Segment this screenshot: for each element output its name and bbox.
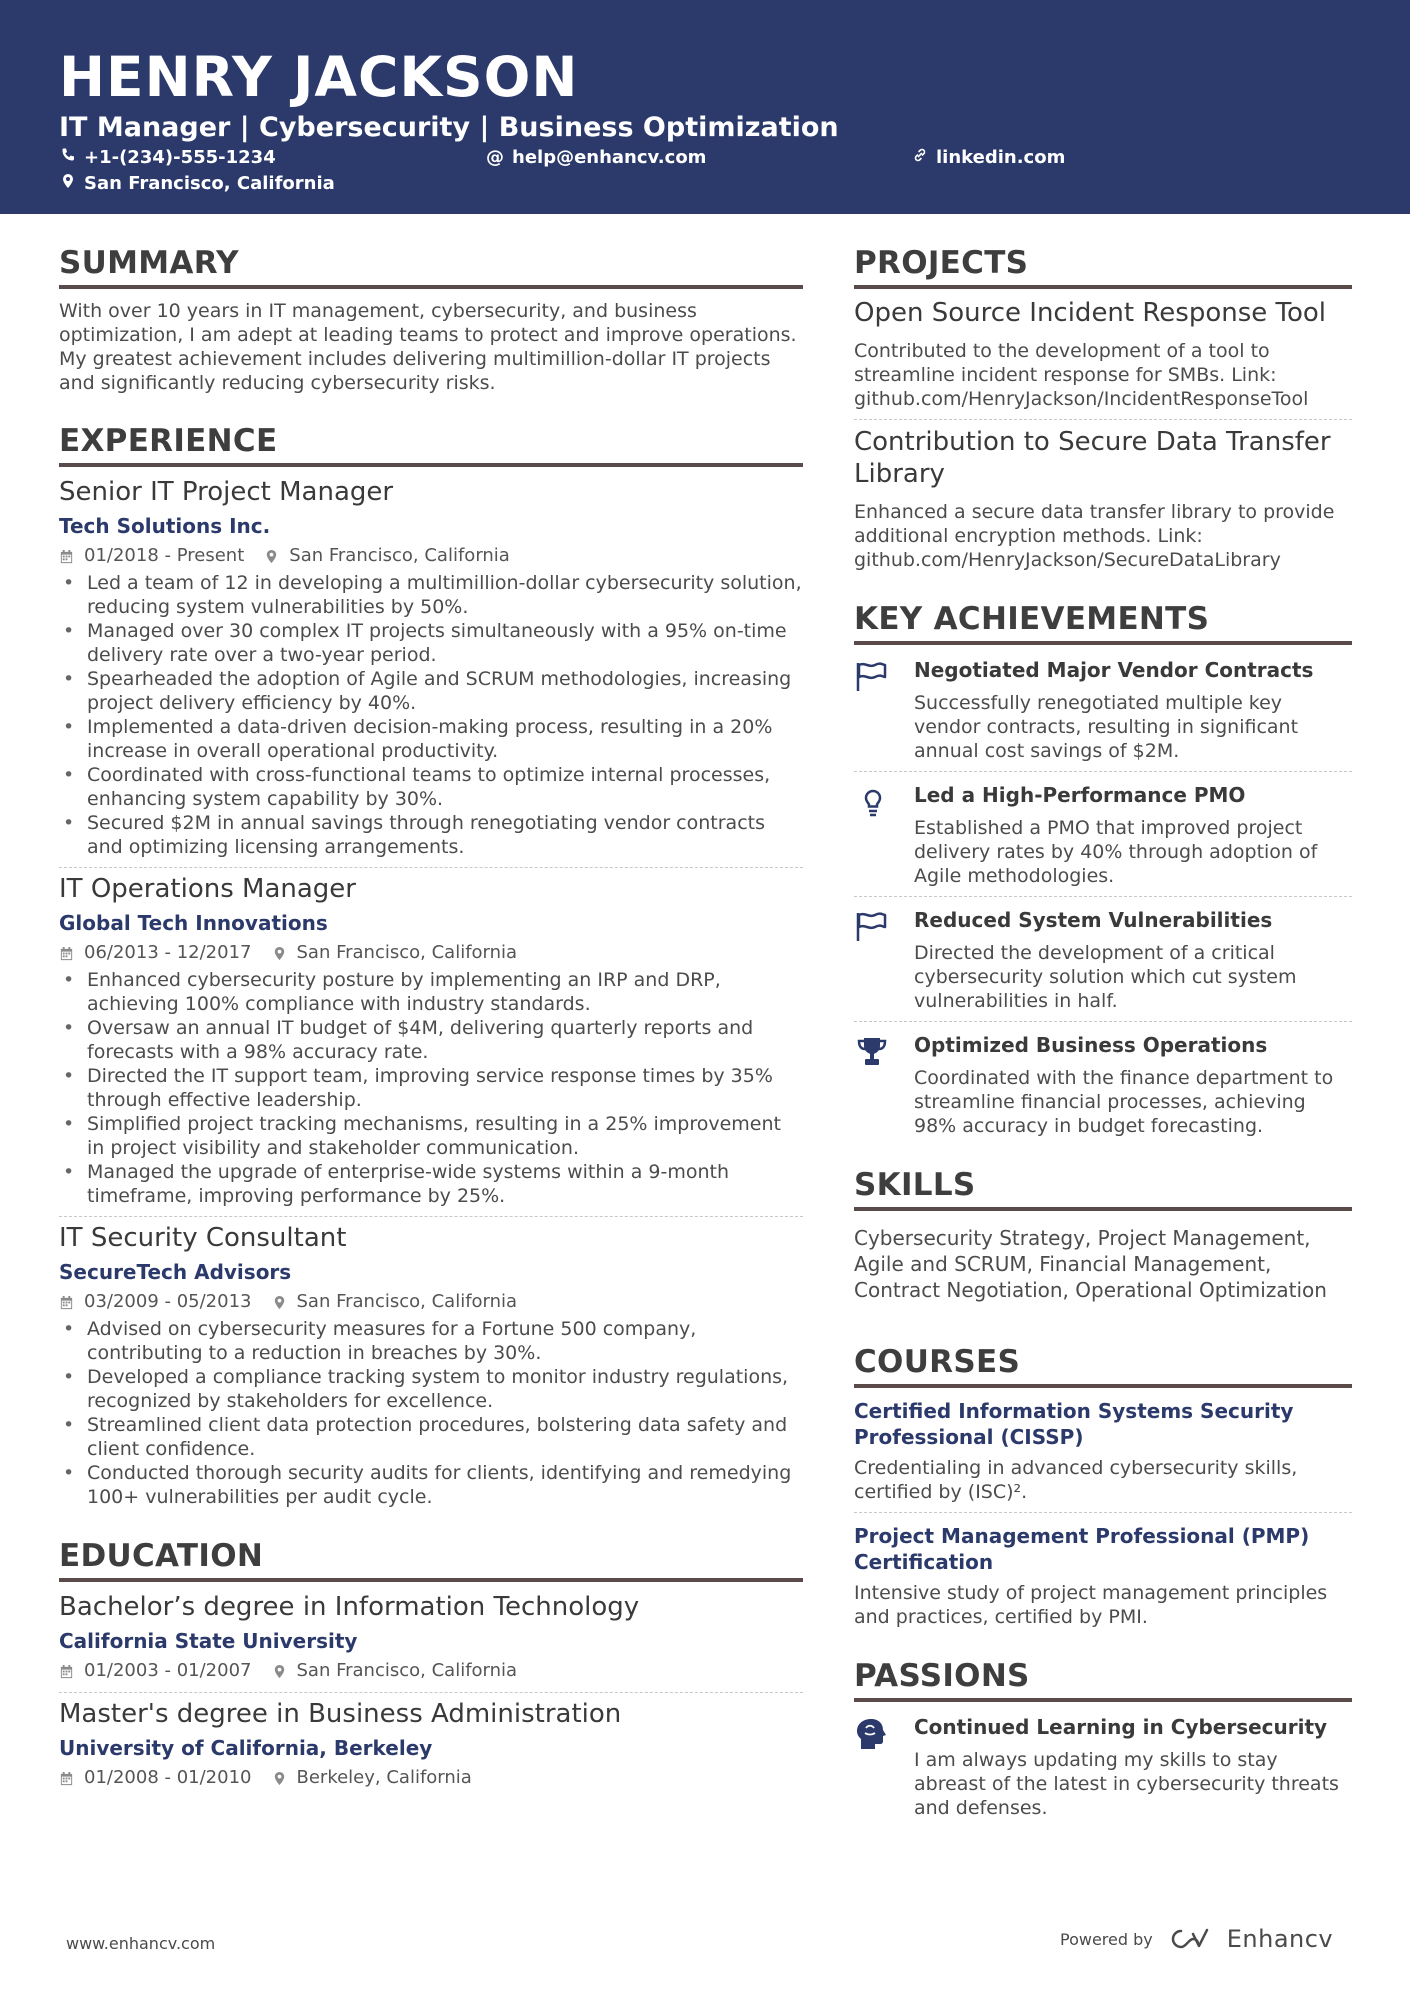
candidate-name: HENRY JACKSON — [59, 45, 579, 109]
experience-entry — [59, 872, 803, 1208]
job-meta — [59, 942, 803, 964]
education-school: University of California, Berkeley — [59, 1736, 433, 1760]
bullet-item: • Implemented a data-driven decision-making process, resulting in a 20% increase in overall operational productivity. — [59, 715, 803, 763]
bullet-item: • Coordinated with cross-functional teams to optimize internal processes, enhancing system capability by 30%. — [59, 763, 803, 811]
job-dates: 03/2009 - 05/2013 — [84, 1291, 252, 1312]
entry-divider — [854, 896, 1352, 897]
education-degree: Bachelor’s degree in Information Technology — [59, 1592, 640, 1622]
trophy-icon — [854, 1032, 914, 1138]
bullet-item: • Led a team of 12 in developing a multimillion-dollar cybersecurity solution, reducing system vulnerabilities by 50%. — [59, 571, 803, 619]
section-title: SUMMARY — [59, 244, 803, 289]
achievement-desc: Coordinated with the finance department to streamline financial processes, achieving 98% accuracy in budget forecasting. — [914, 1067, 1334, 1137]
calendar-icon — [59, 549, 74, 564]
achievement-entry — [854, 657, 1352, 763]
calendar-icon — [59, 1295, 74, 1310]
achievement-desc: Directed the development of a critical cybersecurity solution which cut system vulnerabilities in half. — [914, 942, 1297, 1012]
project-title: Contribution to Secure Data Transfer Library — [854, 427, 1331, 489]
footer-website[interactable]: www.enhancv.com — [66, 1934, 216, 1953]
entry-divider — [854, 419, 1352, 420]
map-pin-icon — [272, 1295, 287, 1310]
bullet-item: • Enhanced cybersecurity posture by implementing an IRP and DRP, achieving 100% compliance with industry standards. — [59, 968, 803, 1016]
entry-divider — [854, 1021, 1352, 1022]
bullet-item: • Developed a compliance tracking system to monitor industry regulations, recognized by stakeholders for excellence. — [59, 1365, 803, 1413]
job-bullets — [59, 1317, 803, 1509]
job-company: SecureTech Advisors — [59, 1260, 292, 1284]
entry-divider — [59, 1216, 803, 1217]
education-entry — [59, 1590, 803, 1682]
achievement-title: Reduced System Vulnerabilities — [914, 908, 1273, 932]
course-desc: Credentialing in advanced cybersecurity skills, certified by (ISC)². — [854, 1457, 1298, 1503]
brand-name: Enhancv — [1226, 1925, 1334, 1953]
course-desc: Intensive study of project management principles and practices, certified by PMI. — [854, 1582, 1328, 1628]
section-title: EXPERIENCE — [59, 422, 803, 467]
education-school: California State University — [59, 1629, 358, 1653]
section-title: PASSIONS — [854, 1657, 1352, 1702]
job-dates: 06/2013 - 12/2017 — [84, 942, 252, 963]
section-title: SKILLS — [854, 1166, 1352, 1211]
entry-divider — [59, 1692, 803, 1693]
passion-title: Continued Learning in Cybersecurity — [914, 1715, 1328, 1739]
bullet-item: • Simplified project tracking mechanisms, resulting in a 25% improvement in project visibility and stakeholder communication. — [59, 1112, 803, 1160]
calendar-icon — [59, 1664, 74, 1679]
link-icon — [912, 147, 928, 169]
map-pin-icon — [272, 1664, 287, 1679]
projects-section — [854, 244, 1352, 572]
achievement-title: Negotiated Major Vendor Contracts — [914, 658, 1314, 682]
education-entry — [59, 1697, 803, 1789]
experience-entry — [59, 475, 803, 859]
education-location: San Francisco, California — [296, 1660, 518, 1681]
achievement-desc: Established a PMO that improved project delivery rates by 40% through adoption of Agile methodologies. — [914, 817, 1318, 887]
bullet-item: • Spearheaded the adoption of Agile and SCRUM methodologies, increasing project delivery efficiency by 40%. — [59, 667, 803, 715]
bullet-item: • Secured $2M in annual savings through renegotiating vendor contracts and optimizing licensing arrangements. — [59, 811, 803, 859]
passions-section — [854, 1657, 1352, 1820]
achievements-section — [854, 600, 1352, 1138]
courses-section — [854, 1343, 1352, 1629]
skills-section — [854, 1166, 1352, 1303]
education-section — [59, 1537, 803, 1789]
job-bullets — [59, 968, 803, 1208]
section-title: KEY ACHIEVEMENTS — [854, 600, 1352, 645]
bullet-item: • Advised on cybersecurity measures for a Fortune 500 company, contributing to a reduction in breaches by 30%. — [59, 1317, 803, 1365]
project-desc: Enhanced a secure data transfer library to provide additional encryption methods. Link: github.com/HenryJackson/SecureDataLibrary — [854, 501, 1335, 571]
summary-text: With over 10 years in IT management, cybersecurity, and business optimization, I am adept at leading teams to protect and improve operations. My greatest achievement includes delivering multimillion-dollar IT projects and significantly reducing cybersecurity risks. — [59, 300, 797, 394]
course-title: Certified Information Systems Security Professional (CISSP) — [854, 1399, 1294, 1449]
project-title: Open Source Incident Response Tool — [854, 298, 1327, 328]
job-role: Senior IT Project Manager — [59, 477, 394, 507]
education-location: Berkeley, California — [296, 1767, 472, 1788]
contact-email[interactable]: @ help@enhancv.com — [486, 147, 707, 168]
powered-by-label: Powered by — [1060, 1929, 1153, 1949]
achievement-entry — [854, 907, 1352, 1013]
achievement-title: Led a High-Performance PMO — [914, 783, 1246, 807]
section-title: EDUCATION — [59, 1537, 803, 1582]
bullet-item: • Conducted thorough security audits for clients, identifying and remedying 100+ vulnerabilities per audit cycle. — [59, 1461, 803, 1509]
map-pin-icon — [272, 1771, 287, 1786]
bullet-item: • Managed over 30 complex IT projects simultaneously with a 95% on-time delivery rate over a two-year period. — [59, 619, 803, 667]
job-meta — [59, 545, 803, 567]
summary-section — [59, 244, 803, 395]
flag-icon — [854, 907, 914, 1013]
project-entry — [854, 297, 1352, 411]
experience-section — [59, 422, 803, 1509]
achievement-entry — [854, 782, 1352, 888]
calendar-icon — [59, 1771, 74, 1786]
achievement-entry — [854, 1032, 1352, 1138]
entry-divider — [59, 867, 803, 868]
education-meta — [59, 1767, 803, 1789]
job-role: IT Operations Manager — [59, 874, 356, 904]
job-location: San Francisco, California — [296, 1291, 518, 1312]
footer-branding — [1060, 1925, 1333, 1953]
experience-entry — [59, 1221, 803, 1509]
job-dates: 01/2018 - Present — [84, 545, 245, 566]
phone-icon — [60, 147, 76, 169]
bullet-item: • Streamlined client data protection procedures, bolstering data safety and client confidence. — [59, 1413, 803, 1461]
course-entry — [854, 1523, 1352, 1629]
entry-divider — [854, 1512, 1352, 1513]
education-degree: Master's degree in Business Administration — [59, 1699, 622, 1729]
project-entry — [854, 426, 1352, 572]
calendar-icon — [59, 946, 74, 961]
at-icon: @ — [486, 147, 504, 168]
flag-icon — [854, 657, 914, 763]
resume-header — [0, 0, 1410, 214]
job-location: San Francisco, California — [296, 942, 518, 963]
achievement-desc: Successfully renegotiated multiple key vendor contracts, resulting in significant annual cost savings of $2M. — [914, 692, 1299, 762]
passion-desc: I am always updating my skills to stay abreast of the latest in cybersecurity threats and defenses. — [914, 1749, 1339, 1819]
map-pin-icon — [272, 946, 287, 961]
job-role: IT Security Consultant — [59, 1223, 347, 1253]
project-desc: Contributed to the development of a tool to streamline incident response for SMBs. Link: github.com/HenryJackson/IncidentResponseTool — [854, 340, 1309, 410]
right-column — [854, 244, 1352, 1820]
map-pin-icon — [60, 173, 76, 195]
education-meta — [59, 1660, 803, 1682]
section-title: PROJECTS — [854, 244, 1352, 289]
education-dates: 01/2008 - 01/2010 — [84, 1767, 252, 1788]
job-bullets — [59, 571, 803, 859]
head-brain-icon — [854, 1714, 914, 1820]
lightbulb-icon — [854, 782, 914, 888]
enhancv-logo-icon — [1167, 1926, 1213, 1952]
job-location: San Francisco, California — [289, 545, 510, 566]
bullet-item: • Directed the IT support team, improving service response times by 35% through effective leadership. — [59, 1064, 803, 1112]
contact-phone: +1-(234)-555-1234 — [60, 147, 276, 169]
course-entry — [854, 1398, 1352, 1504]
map-pin-icon — [264, 549, 279, 564]
contact-linkedin[interactable]: linkedin.com — [912, 147, 1065, 169]
left-column — [59, 244, 803, 1789]
bullet-item: • Oversaw an annual IT budget of $4M, delivering quarterly reports and forecasts with a 98% accuracy rate. — [59, 1016, 803, 1064]
job-company: Tech Solutions Inc. — [59, 514, 271, 538]
course-title: Project Management Professional (PMP) Certification — [854, 1524, 1310, 1574]
achievement-title: Optimized Business Operations — [914, 1033, 1268, 1057]
contact-location: San Francisco, California — [60, 173, 335, 195]
skills-text: Cybersecurity Strategy, Project Management, Agile and SCRUM, Financial Management, Contract Negotiation, Operational Optimization — [854, 1226, 1327, 1302]
job-meta — [59, 1291, 803, 1313]
education-dates: 01/2003 - 01/2007 — [84, 1660, 252, 1681]
candidate-tagline: IT Manager | Cybersecurity | Business Optimization — [59, 112, 839, 143]
bullet-item: • Managed the upgrade of enterprise-wide systems within a 9-month timeframe, improving performance by 25%. — [59, 1160, 803, 1208]
entry-divider — [854, 771, 1352, 772]
section-title: COURSES — [854, 1343, 1352, 1388]
passion-entry — [854, 1714, 1352, 1820]
job-company: Global Tech Innovations — [59, 911, 328, 935]
